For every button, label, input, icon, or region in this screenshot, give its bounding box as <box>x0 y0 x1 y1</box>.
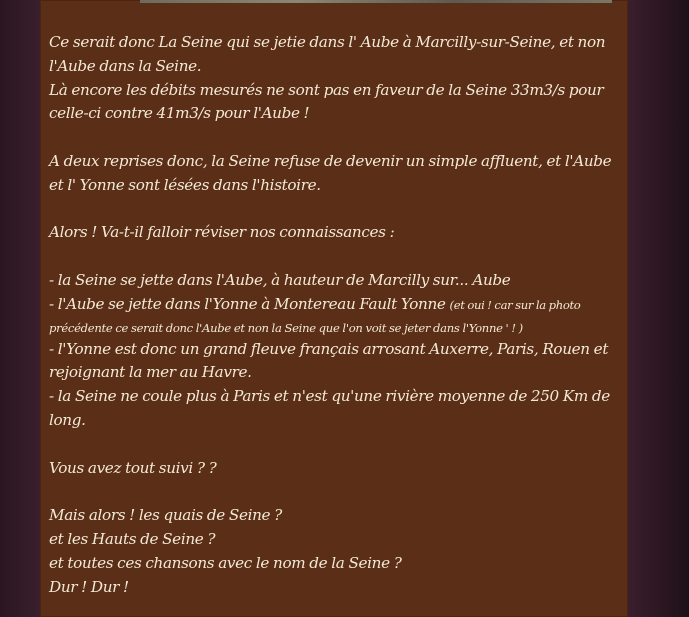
post-line <box>49 293 621 318</box>
paragraph-spacer <box>49 480 621 504</box>
paragraph-spacer <box>49 245 621 269</box>
post-line: - l'Yonne est donc un grand fleuve français arrosant Auxerre, Paris, Rouen et <box>49 339 609 358</box>
post-line: Dur ! Dur ! <box>49 577 129 596</box>
post-line-aside: (et oui ! car sur la photo <box>449 297 581 312</box>
post-line: - la Seine ne coule plus à Paris et n'est qu'une rivière moyenne de 250 Km de <box>49 387 610 406</box>
paragraph-spacer <box>49 198 621 222</box>
page-background-right <box>628 0 689 617</box>
page-background-left <box>0 0 40 617</box>
photo-bottom-edge <box>140 0 612 3</box>
post-line: long. <box>49 410 86 429</box>
post-line: celle-ci contre 41m3/s pour l'Aube ! <box>49 104 310 123</box>
post-line: Alors ! Va-t-il falloir réviser nos connaissances : <box>49 223 395 242</box>
post-line: et toutes ces chansons avec le nom de la Seine ? <box>49 553 402 572</box>
paragraph-spacer <box>49 126 621 150</box>
blog-post-text <box>49 31 621 599</box>
post-line: et l' Yonne sont lésées dans l'histoire. <box>49 175 321 194</box>
post-line: Vous avez tout suivi ? ? <box>49 458 217 477</box>
post-line-main: - l'Aube se jette dans l'Yonne à Montereau Fault Yonne <box>49 294 450 313</box>
post-line: Là encore les débits mesurés ne sont pas en faveur de la Seine 33m3/s pour <box>49 80 604 99</box>
post-line: Ce serait donc La Seine qui se jetie dans l' Aube à Marcilly-sur-Seine, et non <box>49 33 606 51</box>
post-line: rejoignant la mer au Havre. <box>49 363 252 382</box>
post-line: A deux reprises donc, la Seine refuse de devenir un simple affluent, et l'Aube <box>49 151 612 170</box>
paragraph-spacer <box>49 433 621 457</box>
post-line-aside-continued: précédente ce serait donc l'Aube et non la Seine que l'on voit se jeter dans l'Yonne ' ! ) <box>49 320 523 335</box>
post-line: Mais alors ! les quais de Seine ? <box>49 506 282 525</box>
post-line: et les Hauts de Seine ? <box>49 529 216 548</box>
post-line: - la Seine se jette dans l'Aube, à hauteur de Marcilly sur... Aube <box>49 270 511 289</box>
post-line: l'Aube dans la Seine. <box>49 56 202 75</box>
